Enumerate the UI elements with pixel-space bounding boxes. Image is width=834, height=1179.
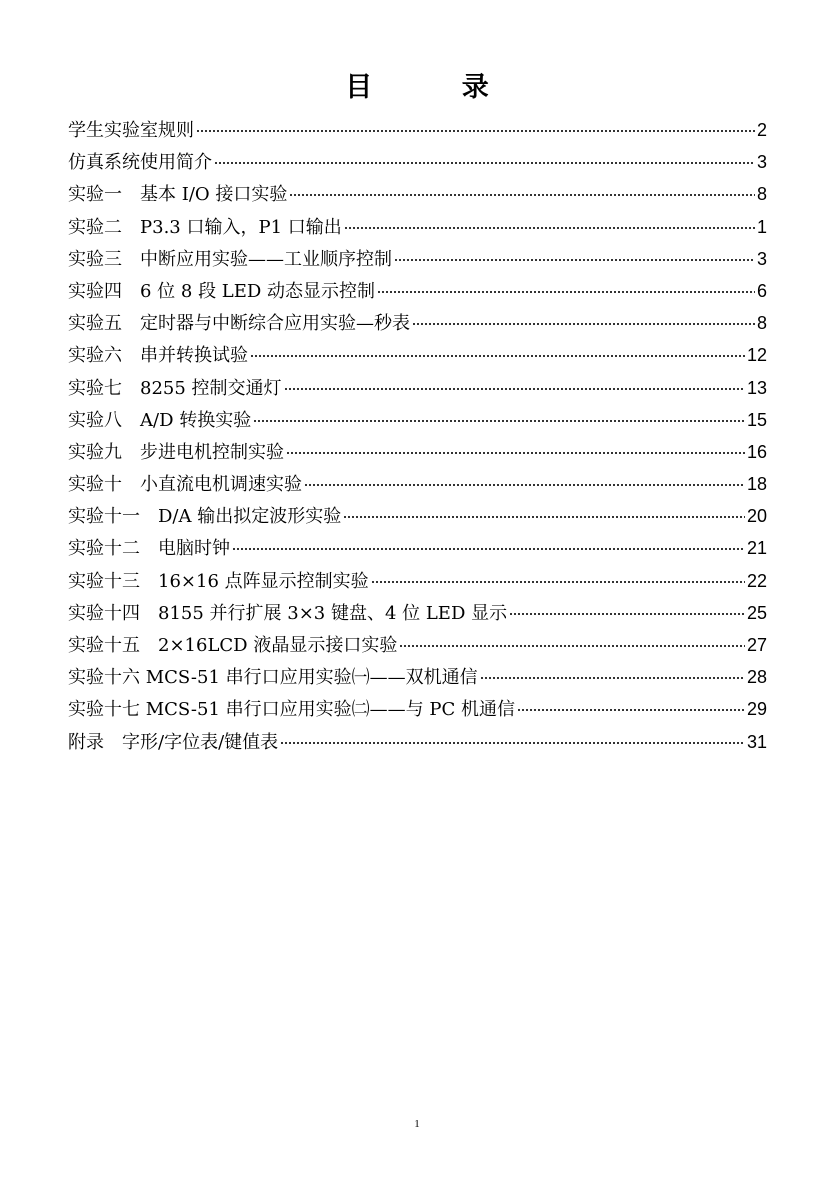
- toc-entry-page: 12: [746, 345, 767, 366]
- toc-entry-title: 实验四 6 位 8 段 LED 动态显示控制: [68, 280, 376, 302]
- dot-leader: [377, 291, 755, 293]
- toc-entry-page: 8: [756, 313, 767, 334]
- dot-leader: [286, 452, 745, 454]
- toc-entry-page: 21: [746, 538, 767, 559]
- toc-entry[interactable]: [68, 146, 767, 178]
- toc-entry-title: 实验十六 MCS-51 串行口应用实验㈠——双机通信: [68, 667, 478, 689]
- dot-leader: [399, 645, 745, 647]
- toc-entry-page: 20: [746, 506, 767, 527]
- dot-leader: [480, 677, 745, 679]
- toc-entry[interactable]: [68, 243, 767, 275]
- toc-entry-title: 实验十五 2×16LCD 液晶显示接口实验: [68, 635, 398, 656]
- toc-entry-title: 实验七 8255 控制交通灯: [68, 377, 282, 399]
- dot-leader: [412, 323, 755, 325]
- toc-entry-title: 实验十四 8155 并行扩展 3×3 键盘、4 位 LED 显示: [68, 602, 508, 624]
- toc-entry-page: 6: [756, 280, 767, 301]
- toc-entry-title: 实验十一 D/A 输出拟定波形实验: [68, 506, 342, 528]
- toc-entry-page: 3: [756, 248, 767, 269]
- toc-entry-title: 实验十二 电脑时钟: [68, 538, 230, 560]
- toc-entry-title: 实验三 中断应用实验——工业顺序控制: [68, 248, 392, 270]
- toc-entry-page: 1: [756, 216, 767, 237]
- toc-list: [68, 114, 767, 758]
- dot-leader: [250, 355, 745, 357]
- toc-entry[interactable]: [68, 693, 767, 725]
- toc-entry[interactable]: [68, 114, 767, 146]
- toc-entry[interactable]: [68, 404, 767, 436]
- toc-entry-page: 15: [746, 409, 767, 430]
- toc-entry-page: 29: [746, 699, 767, 720]
- toc-entry-title: 实验五 定时器与中断综合应用实验—秒表: [68, 313, 410, 335]
- toc-entry-page: 8: [756, 184, 767, 205]
- toc-entry[interactable]: [68, 629, 767, 661]
- dot-leader: [394, 259, 755, 261]
- toc-entry[interactable]: [68, 275, 767, 307]
- toc-title: 目 录: [345, 72, 529, 103]
- toc-entry[interactable]: [68, 307, 767, 339]
- toc-entry-page: 22: [746, 570, 767, 591]
- dot-leader: [214, 162, 755, 164]
- toc-entry-title: 实验二 P3.3 口输入，P1 口输出: [68, 216, 342, 238]
- dot-leader: [344, 227, 755, 229]
- toc-entry-title: 实验一 基本 I/O 接口实验: [68, 184, 288, 206]
- toc-entry-title: 学生实验室规则: [68, 120, 194, 141]
- dot-leader: [280, 742, 745, 744]
- toc-entry-page: 27: [746, 635, 767, 655]
- toc-entry[interactable]: [68, 565, 767, 597]
- toc-entry[interactable]: [68, 726, 767, 758]
- toc-entry[interactable]: [68, 436, 767, 468]
- dot-leader: [196, 130, 755, 132]
- toc-entry-title: 仿真系统使用简介: [68, 152, 212, 174]
- dot-leader: [371, 581, 745, 583]
- toc-entry-page: 28: [746, 667, 767, 688]
- dot-leader: [253, 420, 745, 422]
- toc-entry-title: 实验八 A/D 转换实验: [68, 409, 252, 431]
- dot-leader: [289, 194, 755, 196]
- toc-entry-page: 31: [746, 731, 767, 752]
- dot-leader: [304, 484, 745, 486]
- toc-entry[interactable]: [68, 468, 767, 500]
- toc-entry[interactable]: [68, 532, 767, 564]
- toc-entry-title: 实验六 串并转换试验: [68, 345, 248, 367]
- toc-entry-page: 3: [756, 152, 767, 173]
- toc-entry[interactable]: [68, 339, 767, 371]
- toc-entry[interactable]: [68, 500, 767, 532]
- toc-entry[interactable]: [68, 597, 767, 629]
- dot-leader: [232, 548, 745, 550]
- toc-entry[interactable]: [68, 178, 767, 210]
- toc-entry-page: 25: [746, 602, 767, 623]
- toc-entry-page: 2: [756, 120, 767, 140]
- toc-entry-title: 实验十 小直流电机调速实验: [68, 474, 302, 496]
- toc-entry-page: 16: [746, 441, 767, 462]
- dot-leader: [343, 516, 745, 518]
- toc-entry[interactable]: [68, 211, 767, 243]
- toc-entry-page: 13: [746, 377, 767, 398]
- toc-entry-title: 实验九 步进电机控制实验: [68, 441, 284, 463]
- toc-entry[interactable]: [68, 372, 767, 404]
- dot-leader: [517, 709, 745, 711]
- toc-entry-title: 实验十三 16×16 点阵显示控制实验: [68, 570, 369, 592]
- toc-entry-title: 附录 字形/字位表/键值表: [68, 731, 279, 753]
- dot-leader: [509, 613, 745, 615]
- page-number: 1: [414, 1118, 420, 1130]
- toc-entry[interactable]: [68, 661, 767, 693]
- toc-entry-page: 18: [746, 474, 767, 495]
- toc-entry-title: 实验十七 MCS-51 串行口应用实验㈡——与 PC 机通信: [68, 699, 515, 721]
- dot-leader: [284, 388, 745, 390]
